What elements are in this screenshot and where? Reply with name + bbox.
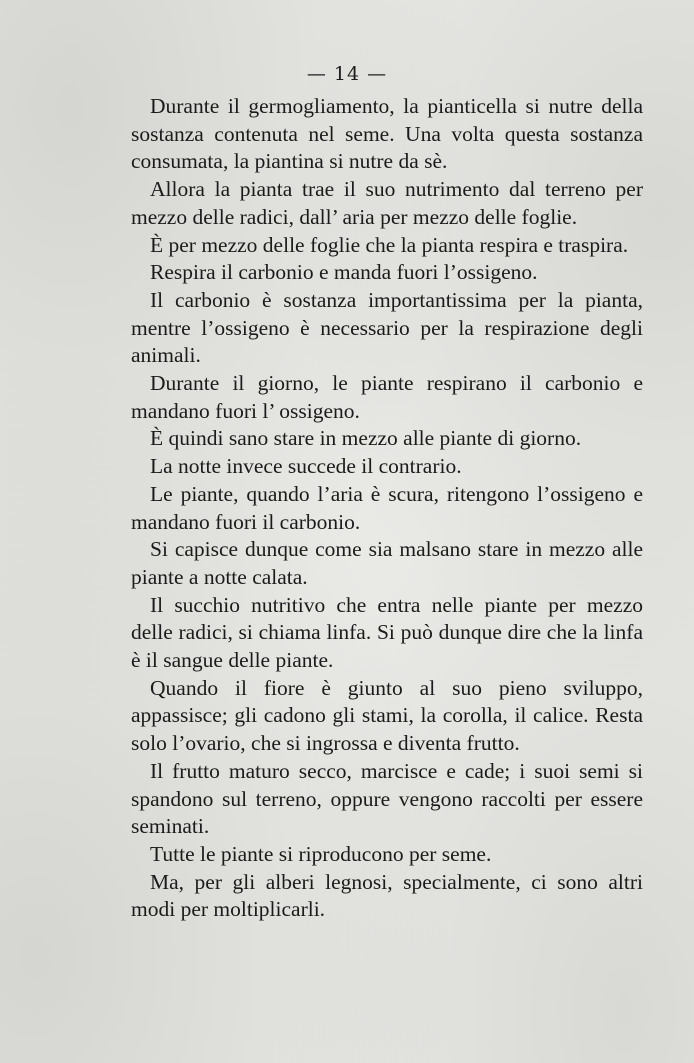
page-number: — 14 — [306, 63, 388, 85]
paragraph-15: Ma, per gli alberi legnosi, specialmente, ci sono altri modi per moltiplicarli. [131, 869, 643, 922]
paragraph-10: Si capisce dunque come sia malsano stare in mezzo alle piante a notte calata. [131, 537, 643, 589]
paragraph-13: Il frutto maturo secco, marcisce e cade; i suoi semi si spandono sul terreno, oppure vengono raccolti per essere seminati. [131, 758, 643, 839]
paragraph-4: Respira il carbonio e manda fuori l’ossigeno. [150, 260, 538, 285]
paragraph-12: Quando il fiore è giunto al suo pieno sviluppo, appassisce; gli cadono gli stami, la corolla, il calice. Resta solo l’ovario, che si ingrossa e diventa frutto. [131, 675, 643, 756]
paragraph-3: È per mezzo delle foglie che la pianta respira e traspira. [150, 232, 629, 257]
paragraph-9: Le piante, quando l’aria è scura, ritengono l’ossigeno e mandano fuori il carbonio. [131, 481, 643, 534]
paragraph-5: Il carbonio è sostanza importantissima per la pianta, mentre l’ossigeno è necessario per la respirazione degli animali. [131, 287, 643, 368]
page-body [131, 93, 643, 924]
paragraph-7: È quindi sano stare in mezzo alle piante di giorno. [150, 426, 582, 451]
paragraph-8: La notte invece succede il contrario. [150, 454, 462, 479]
paragraph-6: Durante il giorno, le piante respirano il carbonio e mandano fuori l’ ossigeno. [131, 371, 643, 423]
paragraph-2: Allora la pianta trae il suo nutrimento dal terreno per mezzo delle radici, dall’ aria per mezzo delle foglie. [131, 177, 643, 229]
paragraph-14: Tutte le piante si riproducono per seme. [150, 841, 492, 866]
paragraph-1: Durante il germogliamento, la pianticella si nutre della sostanza contenuta nel seme. Una volta questa sostanza consumata, la piantina si nutre da sè. [131, 94, 643, 174]
paragraph-11: Il succhio nutritivo che entra nelle piante per mezzo delle radici, si chiama linfa. Si può dunque dire che la linfa è il sangue delle piante. [131, 592, 643, 673]
